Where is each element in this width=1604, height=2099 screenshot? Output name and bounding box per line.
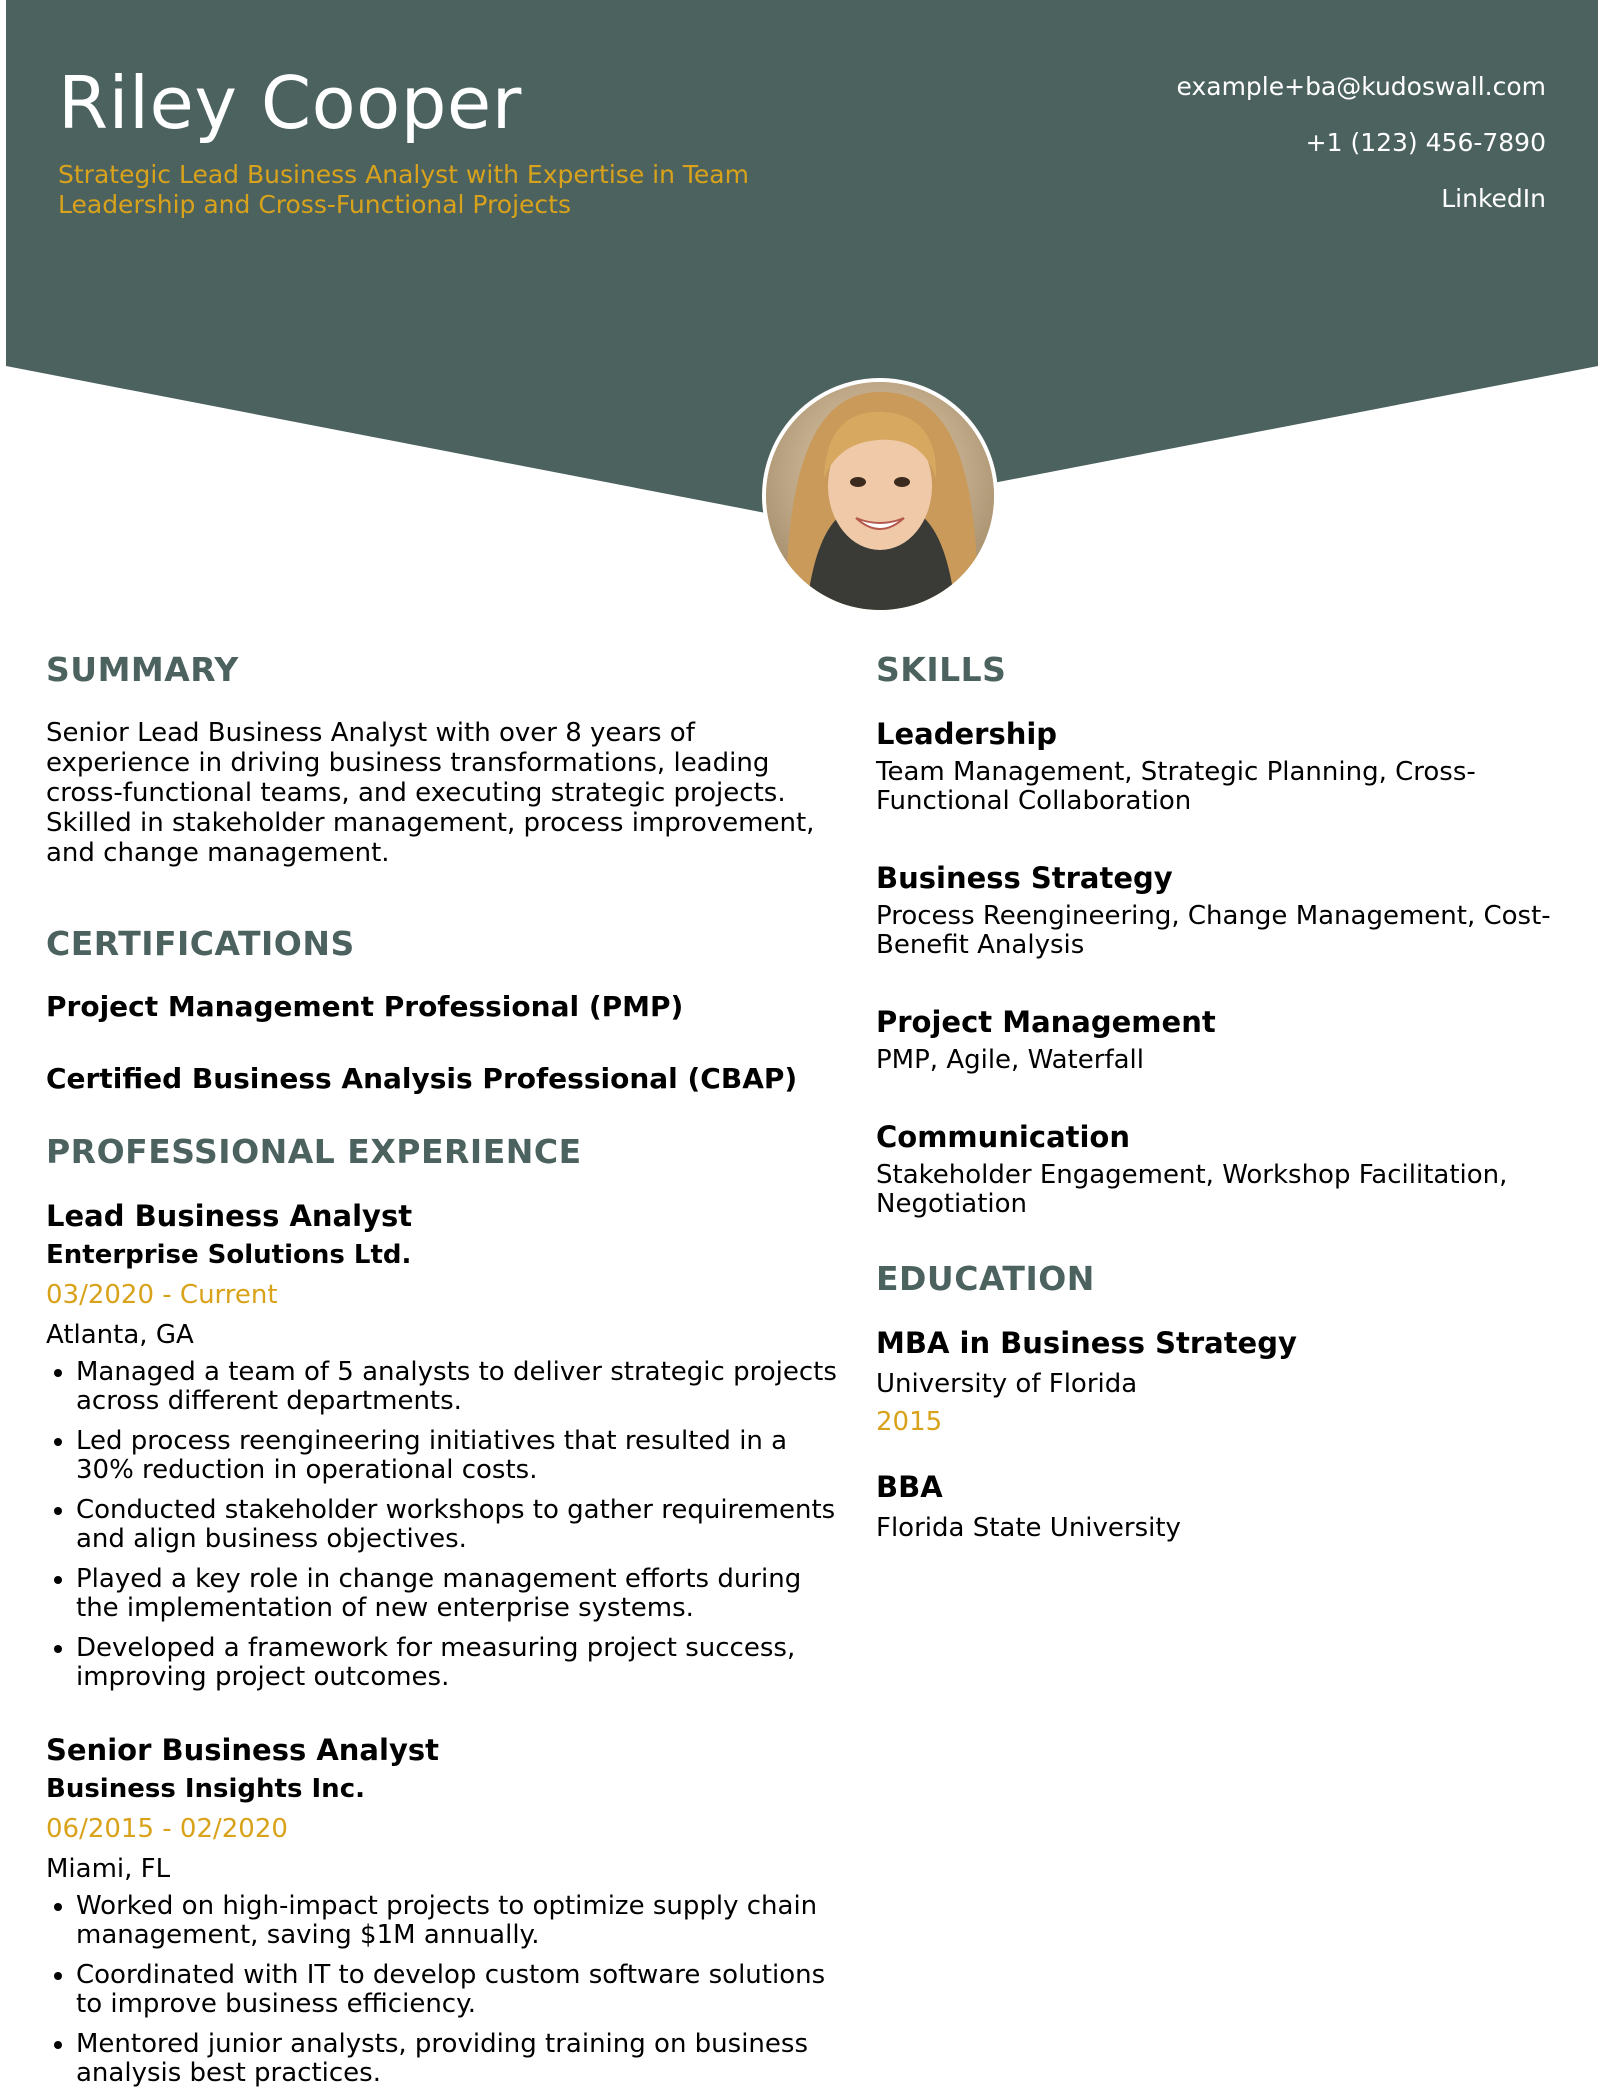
skill-name: Leadership — [876, 717, 1058, 751]
linkedin-link[interactable]: LinkedIn — [1441, 184, 1546, 213]
edu-degree: BBA — [876, 1470, 943, 1504]
edu-degree: MBA in Business Strategy — [876, 1326, 1297, 1360]
candidate-tagline: Strategic Lead Business Analyst with Expertise in Team Leadership and Cross-Functional Projects — [58, 160, 749, 219]
job-bullet: • Conducted stakeholder workshops to gather requirements and align business objectives. — [76, 1496, 846, 1554]
edu-school: Florida State University — [876, 1513, 1181, 1543]
job-location: Miami, FL — [46, 1854, 171, 1884]
skill-desc: PMP, Agile, Waterfall — [876, 1045, 1144, 1075]
skill-desc: Process Reengineering, Change Management, Cost-Benefit Analysis — [876, 901, 1551, 960]
portrait-image — [766, 382, 994, 610]
experience-heading: PROFESSIONAL EXPERIENCE — [46, 1132, 582, 1171]
edu-school: University of Florida — [876, 1369, 1138, 1399]
contact-info — [1177, 70, 1546, 238]
job-bullet: • Managed a team of 5 analysts to deliver strategic projects across different departments. — [76, 1358, 846, 1416]
edu-year: 2015 — [876, 1407, 943, 1437]
skill-group — [876, 716, 1566, 816]
job-entry — [46, 1732, 846, 2088]
job-bullet: • Worked on high-impact projects to optimize supply chain management, saving $1M annually. — [76, 1892, 846, 1950]
job-bullet: • Developed a framework for measuring project success, improving project outcomes. — [76, 1634, 846, 1692]
job-title: Senior Business Analyst — [46, 1733, 439, 1767]
phone-link[interactable]: +1 (123) 456-7890 — [1305, 128, 1546, 157]
skill-name: Communication — [876, 1120, 1131, 1154]
skills-heading: SKILLS — [876, 650, 1007, 689]
skill-group — [876, 860, 1566, 960]
job-entry — [46, 1198, 846, 1692]
skill-group — [876, 1119, 1566, 1219]
certifications-heading: CERTIFICATIONS — [46, 924, 355, 963]
summary-heading: SUMMARY — [46, 650, 239, 689]
job-bullet: • Played a key role in change management efforts during the implementation of new enterprise systems. — [76, 1565, 846, 1623]
job-location: Atlanta, GA — [46, 1320, 194, 1350]
skill-group — [876, 1004, 1566, 1075]
job-dates: 06/2015 - 02/2020 — [46, 1814, 288, 1844]
job-bullets — [46, 1358, 846, 1692]
job-title: Lead Business Analyst — [46, 1199, 413, 1233]
email-link[interactable]: example+ba@kudoswall.com — [1176, 72, 1546, 101]
job-bullet: • Mentored junior analysts, providing training on business analysis best practices. — [76, 2030, 846, 2088]
skill-name: Project Management — [876, 1005, 1216, 1039]
certification-item: Certified Business Analysis Professional (CBAP) — [46, 1062, 798, 1095]
summary-text: Senior Lead Business Analyst with over 8 years of experience in driving business transformations, leading cross-functional teams, and executing strategic projects. Skilled in stakeholder management, process improvement, and change management. — [46, 718, 815, 868]
candidate-name: Riley Cooper — [58, 61, 522, 145]
skill-desc: Stakeholder Engagement, Workshop Facilitation, Negotiation — [876, 1160, 1508, 1219]
job-dates: 03/2020 - Current — [46, 1280, 278, 1310]
skill-desc: Team Management, Strategic Planning, Cross-Functional Collaboration — [876, 757, 1476, 816]
job-company: Enterprise Solutions Ltd. — [46, 1240, 412, 1270]
job-bullet: • Led process reengineering initiatives that resulted in a 30% reduction in operational costs. — [76, 1427, 846, 1485]
certification-item: Project Management Professional (PMP) — [46, 990, 684, 1023]
education-heading: EDUCATION — [876, 1259, 1095, 1298]
profile-photo — [762, 378, 998, 614]
job-bullets — [46, 1892, 846, 2088]
right-column — [876, 650, 1566, 1549]
skill-name: Business Strategy — [876, 861, 1173, 895]
education-entry — [876, 1469, 1566, 1545]
education-entry — [876, 1325, 1566, 1439]
left-column — [46, 650, 846, 2099]
job-company: Business Insights Inc. — [46, 1774, 365, 1804]
job-bullet: • Coordinated with IT to develop custom software solutions to improve business efficiency. — [76, 1961, 846, 2019]
